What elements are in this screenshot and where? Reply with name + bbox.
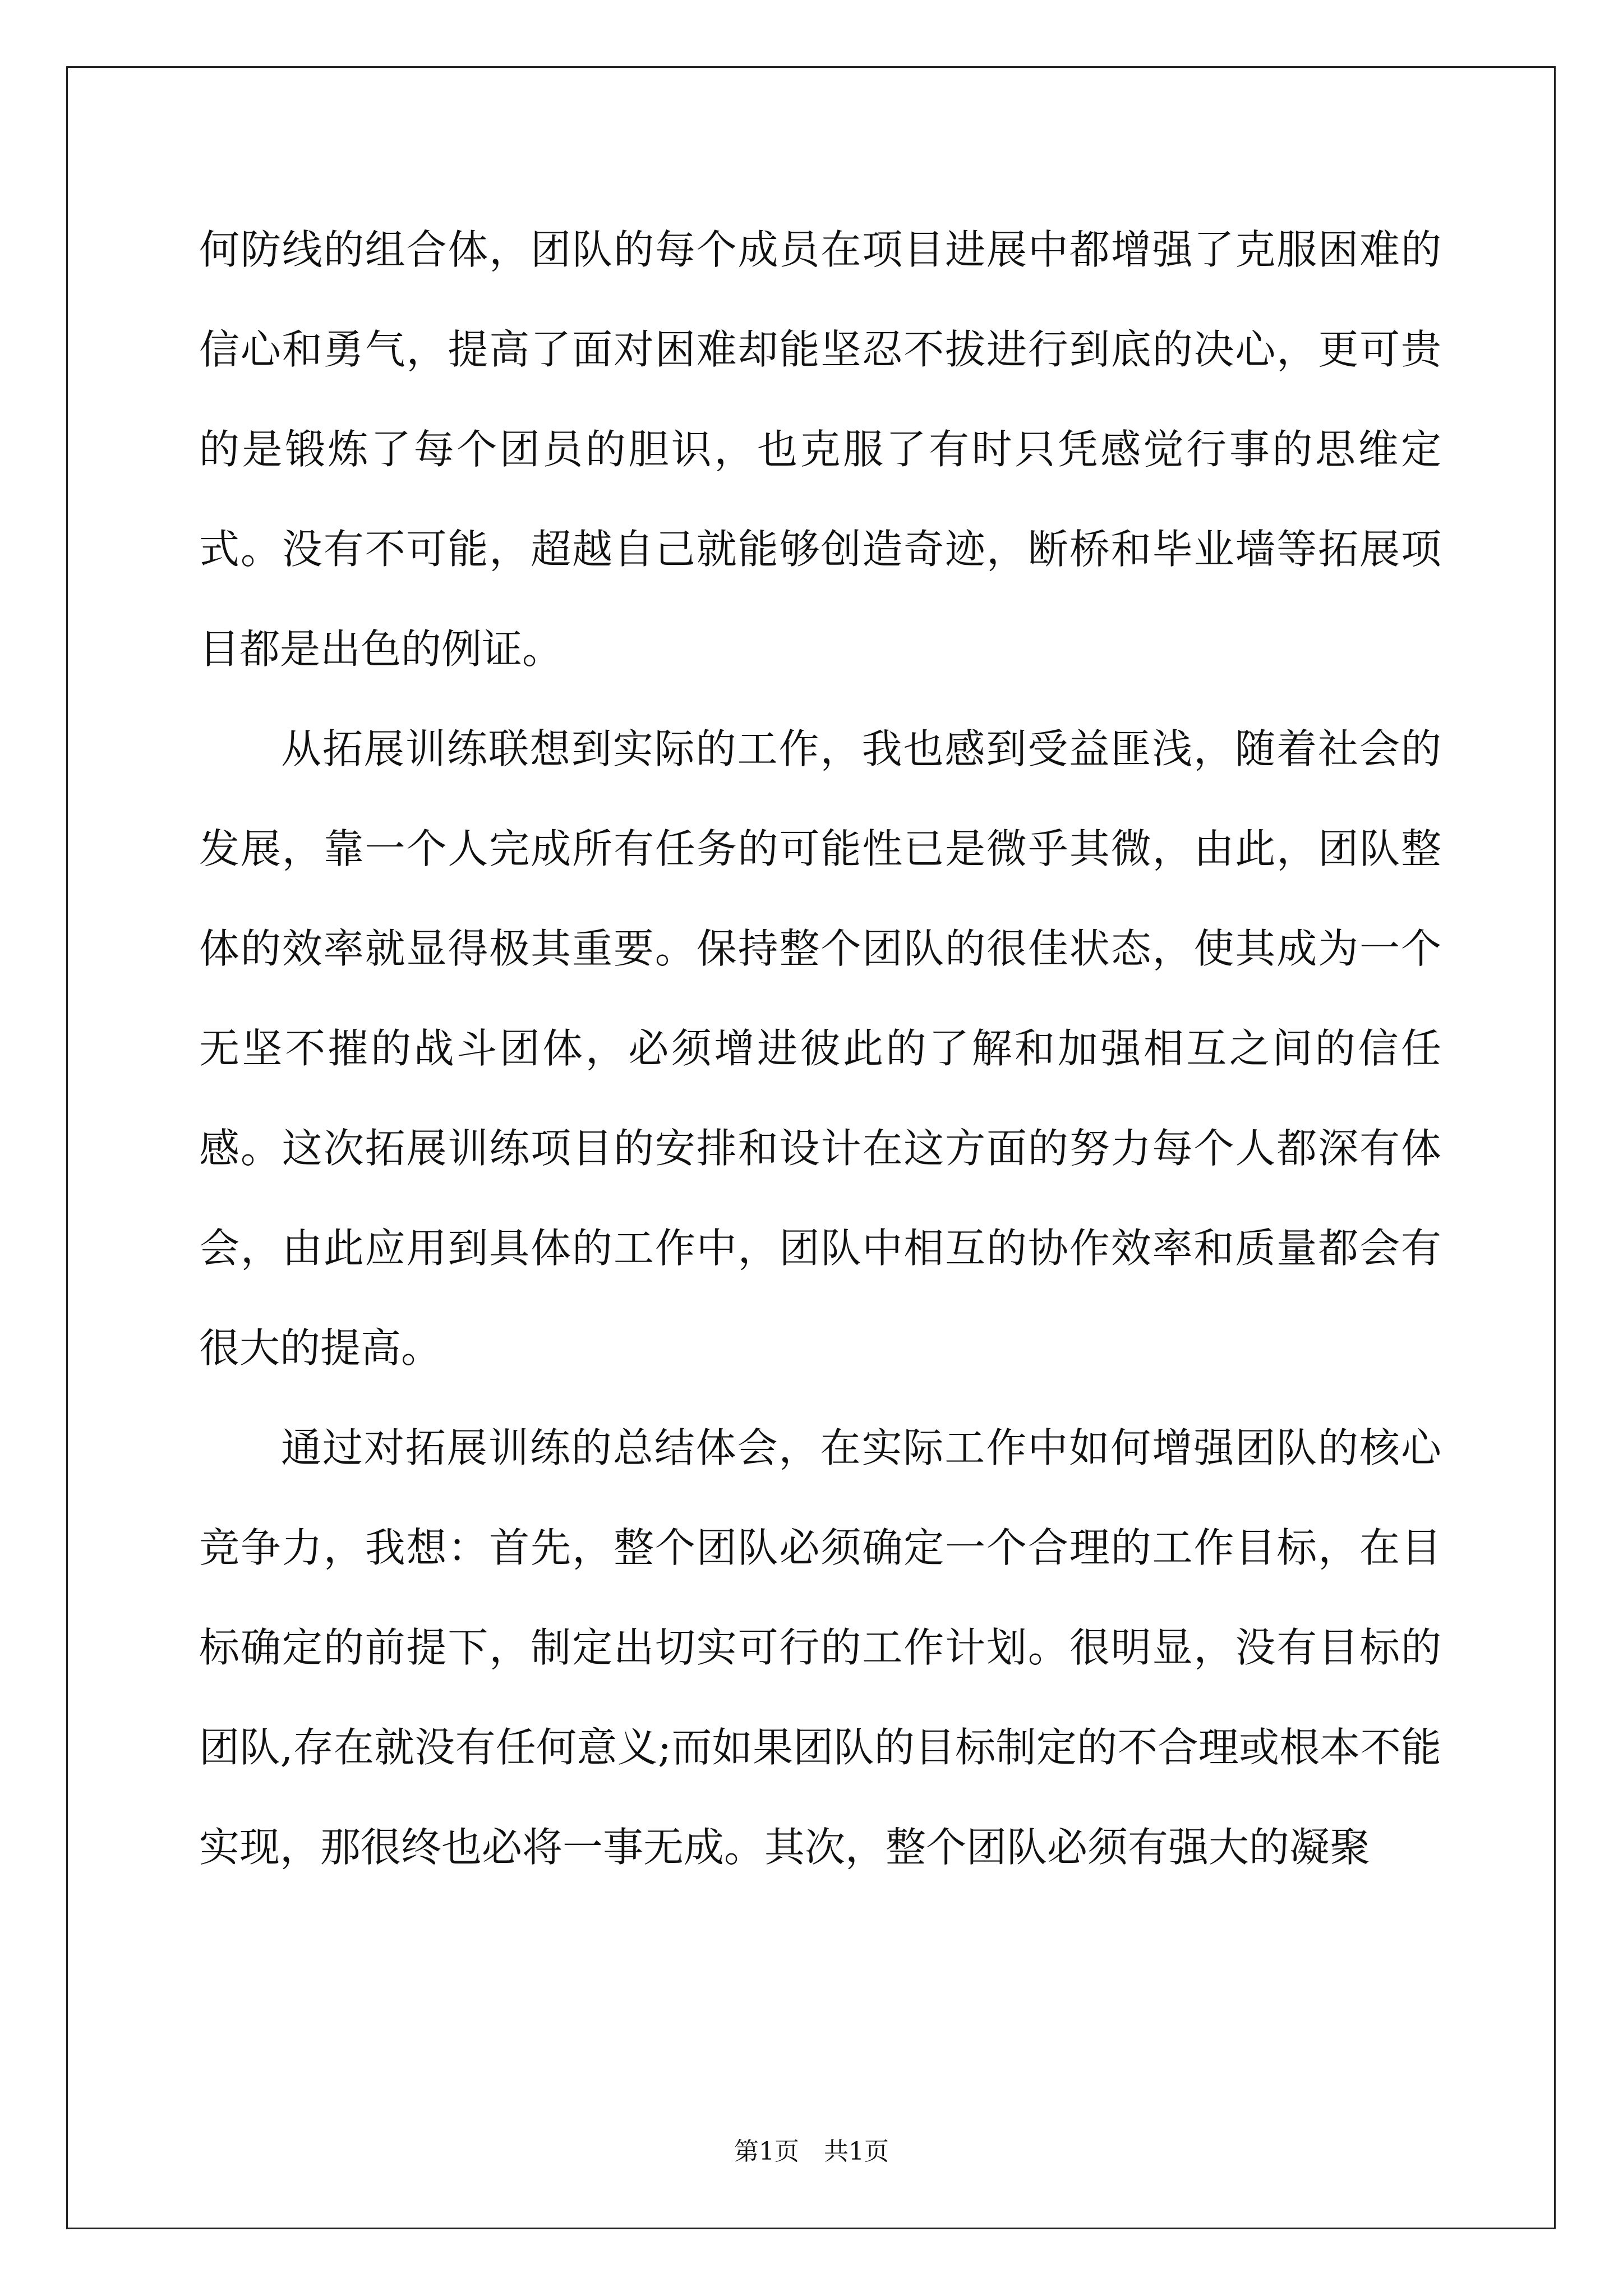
page-number-label: 第1页 共1页 bbox=[734, 2137, 889, 2166]
paragraph-3: 通过对拓展训练的总结体会，在实际工作中如何增强团队的核心竞争力，我想：首先，整个团队必须确定一个合理的工作目标，在目标确定的前提下，制定出切实可行的工作计划。很明显，没有目标的团队,存在就没有任何意义;而如果团队的目标制定的不合理或根本不能实现，那很终也必将一事无成。其次，整个团队必须有强大的凝聚 bbox=[199, 1424, 1441, 1871]
document-body bbox=[199, 200, 1441, 1897]
page-footer bbox=[0, 2135, 1623, 2169]
paragraph-1: 何防线的组合体，团队的每个成员在项目进展中都增强了克服困难的信心和勇气，提高了面对困难却能坚忍不拔进行到底的决心，更可贵的是锻炼了每个团员的胆识，也克服了有时只凭感觉行事的思维定式。没有不可能，超越自己就能够创造奇迹，断桥和毕业墙等拓展项目都是出色的例证。 bbox=[199, 226, 1441, 673]
paragraph-2: 从拓展训练联想到实际的工作，我也感到受益匪浅，随着社会的发展，靠一个人完成所有任务的可能性已是微乎其微，由此，团队整体的效率就显得极其重要。保持整个团队的很佳状态，使其成为一个无坚不摧的战斗团体，必须增进彼此的了解和加强相互之间的信任感。这次拓展训练项目的安排和设计在这方面的努力每个人都深有体会，由此应用到具体的工作中，团队中相互的协作效率和质量都会有很大的提高。 bbox=[199, 725, 1441, 1372]
